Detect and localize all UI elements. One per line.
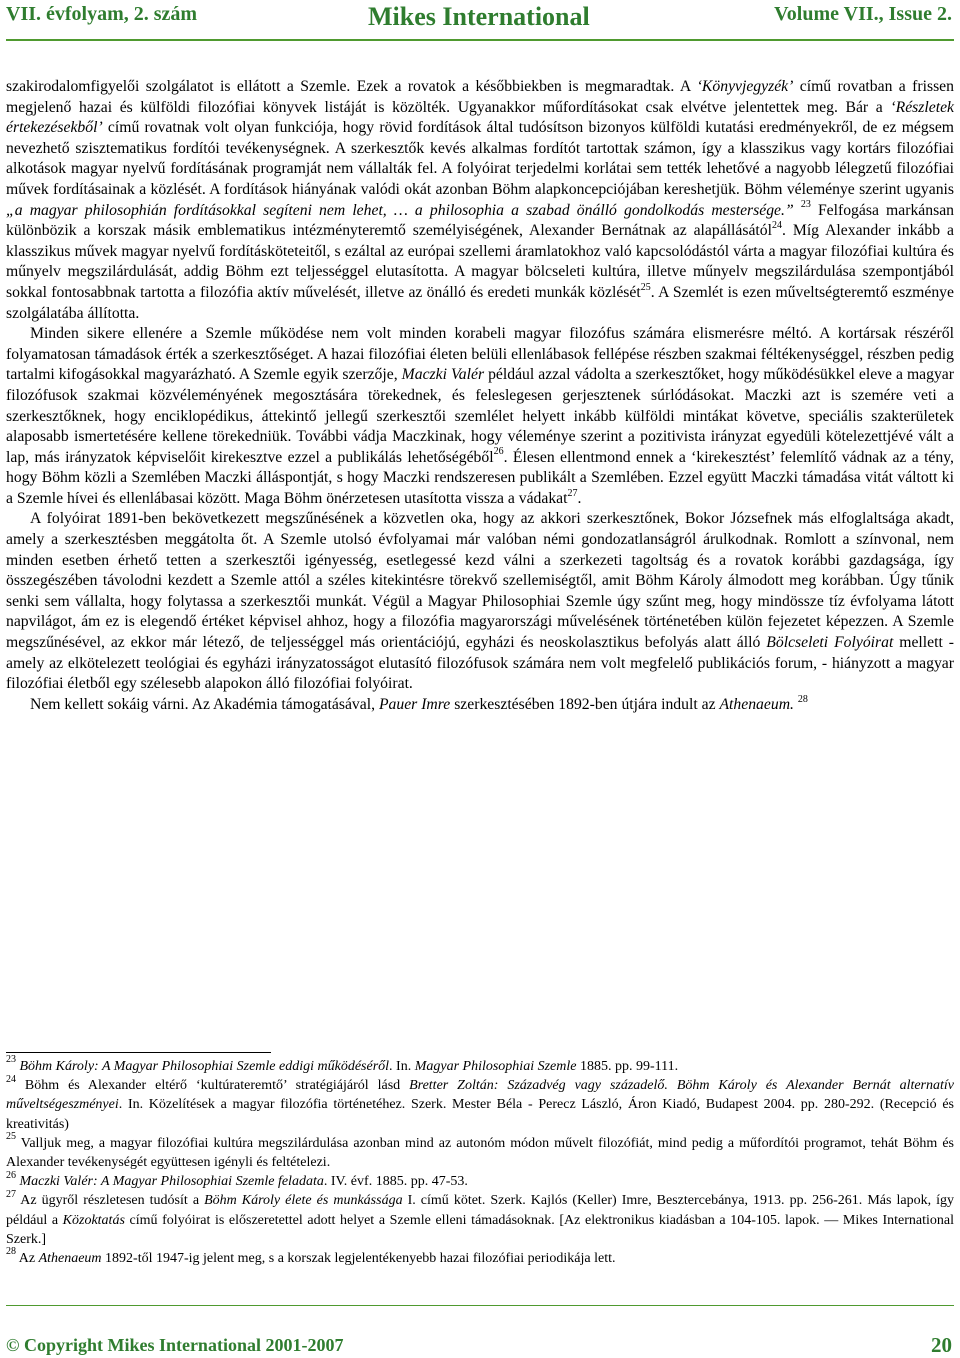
- text-run: . In. Közelítések a magyar filozófia történetéhez. Szerk. Mester Béla - Perecz László, Áron Kiadó, Budapest 2004. pp. 280-292. (Recepció és kreativitás): [6, 1097, 954, 1132]
- text-run: [794, 202, 801, 219]
- footnote-number: 23: [6, 1054, 16, 1066]
- text-run: 1885. pp. 99-111.: [576, 1059, 679, 1074]
- footnote: [6, 1054, 954, 1076]
- publication-title: Mikes International: [368, 2, 590, 31]
- footer-rule: [6, 1305, 954, 1306]
- footnote-ref: 26: [493, 446, 504, 458]
- text-run: Felfogása markánsan különbözik a korszak másik emblematikus intézményteremtő személyiségének, Alexander Bernátnak az alapállásától: [6, 201, 955, 240]
- text-run: Az: [16, 1251, 39, 1267]
- header-rule: [6, 39, 954, 41]
- footnote-ref: 28: [797, 693, 808, 705]
- text-run: . Élesen ellentmond ennek a ‘kirekesztést’ felemlítő vádnak az a tény, hogy Böhm közli a Szemlében Maczki álláspontját, s hogy Maczki rendszeresen publikált a Szemlében. Ezzel együtt Maczki támadása vitát váltott ki a Szemle hívei és ellenlábasai között. Maga Böhm önérzetesen utasította vissza a vádakat: [6, 448, 954, 507]
- text-run: Nem kellett sokáig várni. Az Akadémia támogatásával,: [30, 695, 379, 713]
- text-run: . In.: [389, 1059, 415, 1074]
- footnote-ref: 25: [640, 281, 651, 293]
- body-paragraph: [6, 324, 954, 509]
- italic-text: Böhm Károly: A Magyar Philosophiai Szemle eddigi működéséről: [19, 1059, 390, 1074]
- text-run: című rovatban a frissen megjelenő hazai és külföldi filozófiai könyvek listáját is közölték. Ugyanakkor műfordításokat csak elvétve jelentettek meg. Bár a: [6, 78, 954, 116]
- text-run: például azzal vádolta a szerkesztőket, hogy működésükkel eleve a magyar filozófusok szakmai közvéleményének megosztására törekednek, és feleslegesen gerjesztenek súrlódásokat. Maczki azt is szemére veti a szerkesztőknek, hogy enciklopédikus, áttekintő jellegű szerkesztői szemlélet helyett inkább külföldi mintákat követve, speciális szakterületek alaposabb ismertetésére kellene törekedniük. További vádja Maczkinak, hogy véleménye szerint a pozitivista irányzat egyedüli kötelezettjévé vált a lap, más irányzatok képviselőit kirekesztve ezzel a publikálás lehetőségéből: [6, 366, 954, 466]
- footnote-separator: [6, 1052, 271, 1053]
- page-number: 20: [931, 1333, 952, 1357]
- italic-text: Maczki Valér: [401, 366, 485, 384]
- footnote-number: 25: [6, 1131, 16, 1143]
- footnote-ref: 24: [772, 219, 782, 231]
- footnotes: [6, 1054, 955, 1268]
- text-run: .: [577, 489, 582, 507]
- italic-text: Bölcseleti Folyóirat: [766, 634, 894, 652]
- page-header: [0, 0, 960, 46]
- footnote: [6, 1188, 955, 1249]
- text-run: A folyóirat 1891-ben bekövetkezett megszűnésének a közvetlen oka, hogy az akkori szerkesztőnek, Bokor Józsefnek más elfoglaltsága akadt, amely a szerkesztésben meggátolta őt. A Szemle utolsó évfolyamai már valóban némi gondozatlanságról árulkodnak. Romlott a színvonal, nem minden esetben érhető tetten a szerkesztői igényesség, esetlegessé kezd válni a szerkezeti tagoltság és a rovatok korábbi gazdagsága, így összegészében távolodni kezdett a Szemle attól a széles kitekintésre törekvő szellemiségtől, amit Böhm Károly álmodott meg korábban. Úgy tűnik senki sem vállalta, hogy folytassa a szerkesztői munkát. Végül a Magyar Philosophiai Szemle úgy szűnt meg, hogy mindössze tíz évfolyama látott napvilágot, ám ez is elegendő értéket képvisel ahhoz, hogy a filozófia magyarországi művelésének történetében külön fejezetet képezzen. A Szemle megszűnésével, az ekkor már létező, de teljességgel más orientációjú, egyházi és neoskolasztikus befolyás alatt álló: [6, 510, 954, 652]
- text-run: című rovatnak volt olyan funkciója, hogy rövid fordítások által tudósítson bizonyos külföldi kutatási eredményekről, de ez mégsem nevezhető szisztematikus fordítói tevékenységnek. A szerkesztők kevés alkalmas fordítót tartottak számon, így a klasszikus vagy kortárs filozófiai alkotások magyar nyelvű fordításának programját nem vállalták fel. A folyóirat terjedelmi korlátai sem tették lehetővé a nagyobb lélegzetű filozófiai művek fordításainak a közlését. A fordítások hiányának valódi okát azonban Böhm alapkoncepciójában kereshetjük. Böhm véleménye szerint ugyanis: [6, 119, 954, 198]
- text-run: szerkesztésében 1892-ben útjára indult az: [450, 695, 720, 713]
- italic-text: Magyar Philosophiai Szemle: [414, 1059, 577, 1074]
- footnote-number: 27: [6, 1188, 16, 1200]
- text-run: Minden sikere ellenére a Szemle működése nem volt minden korabeli magyar filozófus számára elismerésre méltó. A kortársak részéről folyamatosan támadások érték a szerkesztőséget. A hazai filozófiai életen belüli ellenlábasok fellépése részben szakmai féltékenységgel, részben pedig tartalmi kifogásokkal magyarázható. A Szemle egyik szerzője,: [6, 325, 954, 384]
- text-run: . IV. évf. 1885. pp. 47-53.: [323, 1174, 468, 1190]
- body-paragraph: [6, 509, 954, 694]
- copyright-notice: © Copyright Mikes International 2001-2007: [6, 1335, 344, 1355]
- footnote: [6, 1131, 954, 1172]
- italic-text: Bretter Zoltán: Századvég vagy századelő. Böhm Károly és Alexander Bernát alternatív műveltségeszményei: [6, 1078, 954, 1113]
- text-run: szakirodalomfigyelői szolgálatot is ellátott a Szemle. Ezek a rovatok a későbbiekben is megmaradtak. A: [6, 78, 697, 95]
- footnote: [6, 1246, 954, 1268]
- italic-text: Pauer Imre: [378, 695, 451, 713]
- volume-issue-english: Volume VII., Issue 2.: [774, 3, 952, 25]
- italic-text: Athenaeum: [38, 1251, 102, 1267]
- body-paragraph: [6, 695, 954, 716]
- italic-text: ‘Könyvjegyzék’: [696, 78, 794, 95]
- text-run: . A Szemlét is ezen műveltségteremtő eszménye szolgálatába állította.: [6, 283, 954, 322]
- text-run: Valljuk meg, a magyar filozófiai kultúra megszilárdulása azonban mind az autonóm módon művelt filozófiát, mind pedig a műfordítói programot, tehát Böhm és Alexander tevékenységét együttesen igényli és feltételezi.: [6, 1135, 954, 1171]
- footnote: [6, 1073, 954, 1134]
- italic-text: Maczki Valér: A Magyar Philosophiai Szemle feladata: [19, 1174, 324, 1190]
- text-run: Az ügyről részletesen tudósít a: [16, 1193, 205, 1209]
- italic-text: ‘Részletek értekezésekből’: [6, 98, 954, 137]
- footnote: [6, 1169, 954, 1191]
- article-body: [6, 77, 954, 715]
- footnote-number: 24: [6, 1073, 16, 1085]
- footnote-number: 26: [6, 1169, 16, 1181]
- footnote-number: 28: [6, 1246, 16, 1258]
- text-run: I. című kötet. Szerk. Kajlós (Keller) Imre, Besztercebánya, 1913. pp. 256-261. Más lapok, így például a: [6, 1193, 954, 1228]
- text-run: című folyóirat is előszeretettel adott helyet a Szemle elleni támadásoknak. [Az elektronikus kiadásban a 104-105. lapok. ― Mikes International Szerk.]: [6, 1212, 955, 1247]
- volume-issue-hungarian: VII. évfolyam, 2. szám: [6, 3, 198, 25]
- italic-text: Böhm Károly élete és munkássága: [204, 1193, 403, 1209]
- italic-text: Athenaeum.: [719, 695, 794, 713]
- footnote-ref: 27: [567, 487, 578, 499]
- text-run: mellett - amely az elkötelezett teológiai és egyházi irányzatosságot elutasító filozófusok számára nem volt megfelelő publikációs forum, - hiányzott a magyar filozófiai életből egy szélesebb alapokon álló filozófiai folyóirat.: [6, 634, 954, 693]
- text-run: 1892-től 1947-ig jelent meg, s a korszak legjelentékenyebb hazai filozófiai periodikája lett.: [101, 1251, 616, 1267]
- text-run: Böhm és Alexander eltérő ‘kultúrateremtő’ stratégiájáról lásd: [16, 1078, 410, 1094]
- italic-text: Közoktatás: [62, 1212, 125, 1228]
- footnote-ref: 23: [800, 199, 811, 211]
- italic-text: „a magyar philosophián fordításokkal segíteni nem lehet, … a philosophia a szabad önálló gondolkodás mestersége.”: [6, 201, 794, 219]
- text-run: . Míg Alexander inkább a klasszikus művek magyar nyelvű fordításköteteitől, s ezáltal az európai szellemi áramlatokhoz való kapcsolódástól várta a magyar filozófiai kultúra és műnyelv megszilárdulását, addig Böhm ezt teljességgel elutasította. A magyar bölcseleti kultúra, illetve műnyelv megszilárdulása szempontjából sokkal fontosabbnak tartotta a filozófia aktív művelését, illetve az önálló és eredeti munkák közlését: [6, 222, 954, 301]
- body-paragraph: [6, 77, 954, 324]
